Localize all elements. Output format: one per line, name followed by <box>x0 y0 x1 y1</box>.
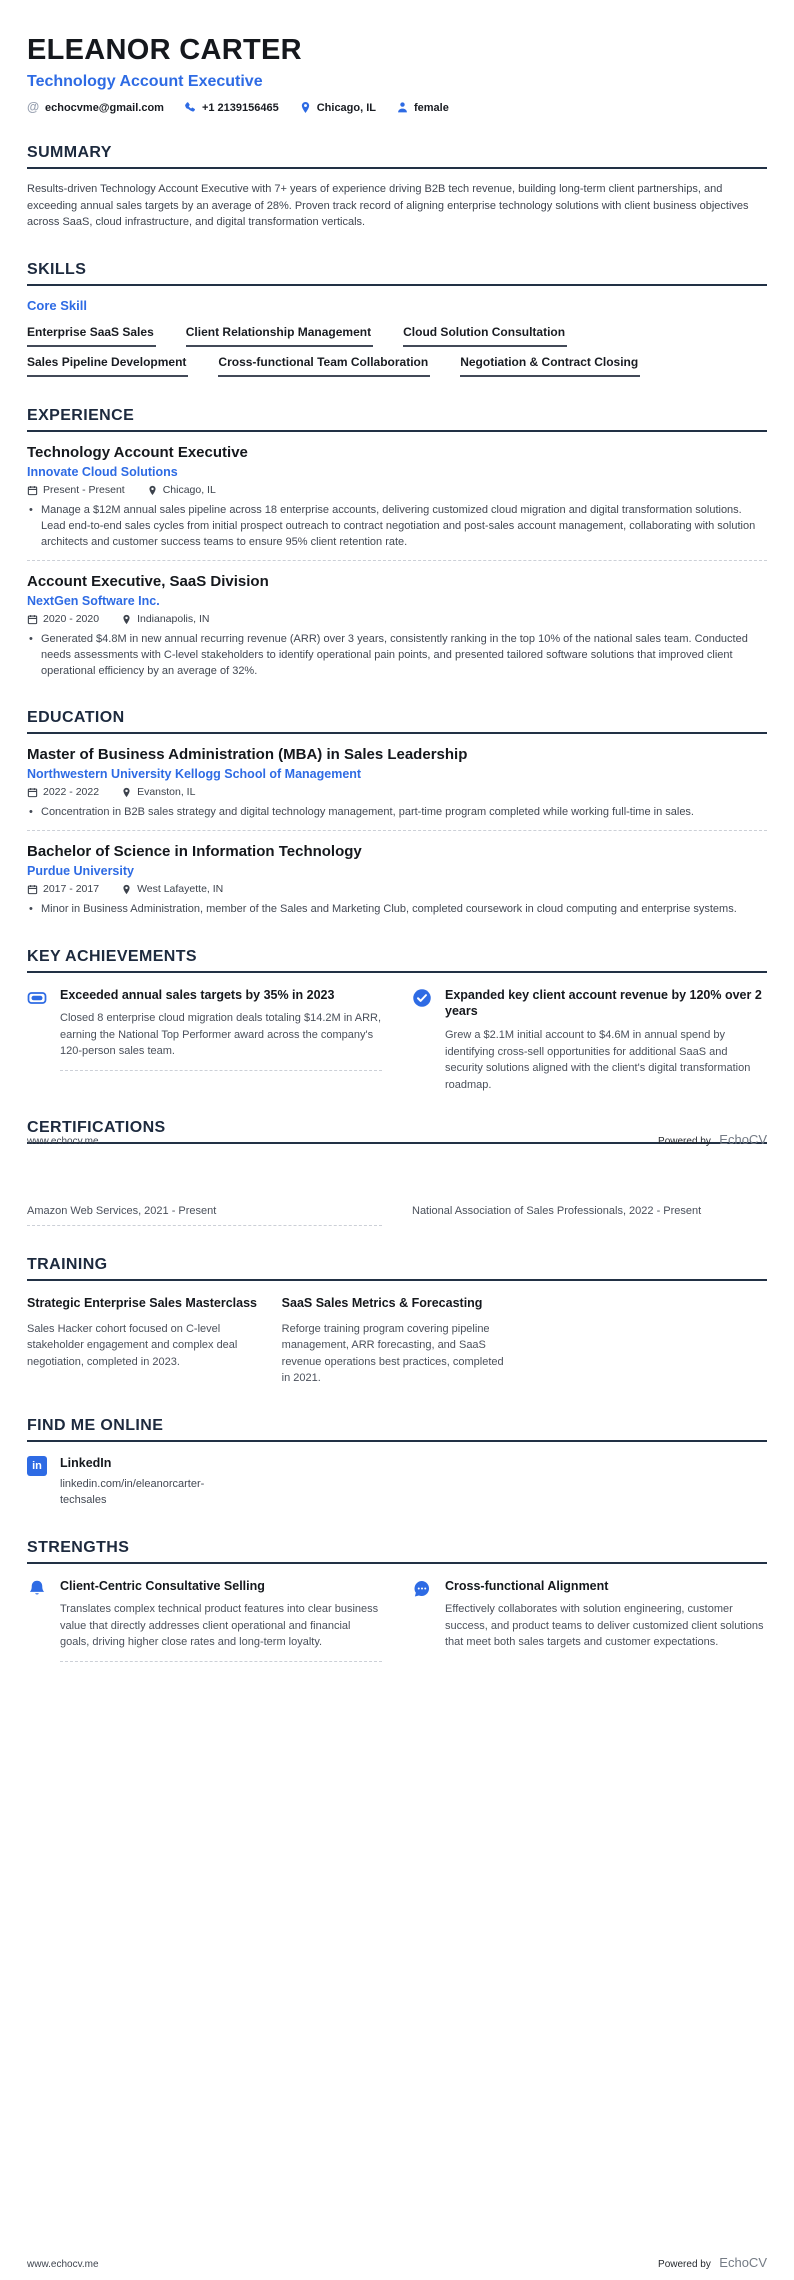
footer-brand: EchoCV <box>719 2255 767 2270</box>
job-location <box>147 484 216 496</box>
achievement-text: Grew a $2.1M initial account to $4.6M in annual spend by identifying cross-sell opportunities for additional SaaS and security solutions aligned with the client's digital transformation roadmap. <box>445 1029 751 1091</box>
job-dates <box>27 484 125 496</box>
section-education <box>27 709 767 917</box>
experience-entry <box>27 573 767 679</box>
online-profile-label: LinkedIn <box>60 1455 112 1470</box>
degree-meta <box>27 883 767 895</box>
education-entry <box>27 843 767 917</box>
degree-location-text: Evanston, IL <box>137 786 196 799</box>
achievement-text: Closed 8 enterprise cloud migration deals totaling $14.2M in ARR, earning the National Top Performer award across the company's 120-person sales team. <box>60 1012 382 1058</box>
strength-item <box>412 1578 767 1662</box>
skill-tag: Enterprise SaaS Sales <box>27 317 156 347</box>
training-heading: TRAINING <box>27 1256 767 1281</box>
entry-divider <box>27 830 767 831</box>
skill-tag: Negotiation & Contract Closing <box>460 347 640 377</box>
section-strengths <box>27 1539 767 1662</box>
summary-text: Results-driven Technology Account Executive with 7+ years of experience driving B2B tech revenue, building long-term client partnerships, and exceeding annual sales targets by an average of 28%. Proven track record of aligning enterprise technology solutions with client business objectives across SaaS, cloud infrastructure, and digital transformation verticals. <box>27 183 749 229</box>
section-summary <box>27 144 767 231</box>
footer-brand: EchoCV <box>719 1132 767 1147</box>
training-item <box>27 1295 258 1387</box>
achievement-item <box>412 987 767 1094</box>
resume-page-1 <box>0 34 794 1157</box>
location-pin-icon <box>147 485 158 496</box>
page-footer <box>27 1131 767 1149</box>
achievement-title: Exceeded annual sales targets by 35% in 2023 <box>60 987 335 1002</box>
contact-email-text: echocvme@gmail.com <box>45 101 164 114</box>
online-profile-item <box>27 1456 258 1509</box>
degree-school: Northwestern University Kellogg School of Management <box>27 767 362 782</box>
skills-tag-list <box>27 317 767 377</box>
job-location <box>121 613 209 625</box>
contact-location-text: Chicago, IL <box>316 101 376 114</box>
degree-title: Master of Business Administration (MBA) in Sales Leadership <box>27 746 468 764</box>
candidate-title: Technology Account Executive <box>27 73 263 90</box>
strengths-heading: STRENGTHS <box>27 1539 767 1564</box>
phone-icon <box>184 101 197 114</box>
job-title: Technology Account Executive <box>27 444 248 462</box>
job-title: Account Executive, SaaS Division <box>27 573 269 591</box>
section-experience <box>27 407 767 679</box>
job-company: Innovate Cloud Solutions <box>27 465 178 480</box>
footer-site-url: www.echocv.me <box>27 1136 99 1147</box>
job-company: NextGen Software Inc. <box>27 594 160 609</box>
degree-location <box>121 883 223 895</box>
contact-email <box>27 101 164 114</box>
person-icon <box>396 101 409 114</box>
experience-entry <box>27 444 767 561</box>
degree-dates <box>27 786 99 798</box>
degree-school: Purdue University <box>27 864 134 879</box>
strength-text: Effectively collaborates with solution engineering, customer success, and product teams to deliver customized client solutions that meet both sales targets and customer expectations. <box>445 1603 764 1649</box>
degree-dates-text: 2022 - 2022 <box>43 786 100 799</box>
footer-site-url: www.echocv.me <box>27 2259 99 2270</box>
calendar-icon <box>27 485 38 496</box>
achievement-item <box>27 987 382 1094</box>
achievements-heading: KEY ACHIEVEMENTS <box>27 948 767 973</box>
contact-phone-text: +1 2139156465 <box>201 101 279 114</box>
strength-item <box>27 1578 382 1662</box>
certification-issuers-row <box>27 1205 767 1226</box>
check-circle-icon <box>412 988 432 1008</box>
skill-tag: Sales Pipeline Development <box>27 347 188 377</box>
strength-title: Cross-functional Alignment <box>445 1578 609 1593</box>
footer-powered-by: Powered by <box>658 1136 711 1147</box>
certification-issuer: Amazon Web Services, 2021 - Present <box>27 1205 217 1217</box>
job-dates <box>27 613 99 625</box>
contact-gender <box>396 101 449 114</box>
training-title: Strategic Enterprise Sales Masterclass <box>27 1296 257 1310</box>
section-skills <box>27 261 767 377</box>
job-location-text: Chicago, IL <box>162 484 216 497</box>
location-pin-icon <box>299 101 312 114</box>
degree-dates-text: 2017 - 2017 <box>43 883 100 896</box>
entry-divider <box>60 1661 382 1662</box>
summary-heading: SUMMARY <box>27 144 767 169</box>
linkedin-icon: in <box>27 1456 47 1476</box>
degree-bullet: • Concentration in B2B sales strategy and digital technology management, part-time program completed while working full-time in sales. <box>27 804 767 820</box>
job-dates-text: 2020 - 2020 <box>43 613 100 626</box>
candidate-name: ELEANOR CARTER <box>27 34 302 66</box>
job-dates-text: Present - Present <box>43 484 125 497</box>
skill-tag: Cross-functional Team Collaboration <box>218 347 430 377</box>
online-heading: FIND ME ONLINE <box>27 1417 767 1442</box>
degree-location-text: West Lafayette, IN <box>137 883 224 896</box>
entry-divider <box>27 560 767 561</box>
skills-heading: SKILLS <box>27 261 767 286</box>
contact-row <box>27 101 767 114</box>
location-pin-icon <box>121 614 132 625</box>
bell-icon <box>27 1579 47 1599</box>
training-text: Sales Hacker cohort focused on C-level stakeholder engagement and complex deal negotiation, completed in 2023. <box>27 1322 238 1368</box>
degree-bullet: • Minor in Business Administration, member of the Sales and Marketing Club, completed coursework in cloud computing and enterprise systems. <box>27 901 767 917</box>
contact-gender-text: female <box>414 101 449 114</box>
job-bullet: • Generated $4.8M in new annual recurring revenue (ARR) over 3 years, consistently ranking in the top 10% of the national sales team. Conducted needs assessments with C-level stakeholders to identify operational pain points, and presented tailored software solutions that improved client operational efficiency by an average of 32%. <box>27 631 767 679</box>
email-at-icon: @ <box>27 100 40 114</box>
contact-phone <box>184 101 279 114</box>
entry-divider <box>27 1225 382 1226</box>
training-item <box>282 1295 513 1387</box>
location-pin-icon <box>121 884 132 895</box>
calendar-icon <box>27 884 38 895</box>
skills-group-label: Core Skill <box>27 298 87 314</box>
job-bullet: • Manage a $12M annual sales pipeline across 18 enterprise accounts, delivering customized cloud migration and digital transformation solutions. Lead end-to-end sales cycles from initial prospect outreach to contract negotiation and post-sales account management, collaborating with solution architects and customer success teams to ensure 95% client retention rate. <box>27 502 767 550</box>
presentation-card-icon <box>27 988 47 1008</box>
degree-location <box>121 786 195 798</box>
resume-page-2 <box>0 1157 794 2280</box>
online-profile-url[interactable]: linkedin.com/in/eleanorcarter-techsales <box>60 1477 205 1506</box>
degree-dates <box>27 883 99 895</box>
certifications-heading: CERTIFICATIONS <box>27 1119 767 1144</box>
calendar-icon <box>27 614 38 625</box>
skill-tag: Cloud Solution Consultation <box>403 317 567 347</box>
training-text: Reforge training program covering pipeline management, ARR forecasting, and SaaS revenue operations best practices, completed in 2021. <box>281 1322 504 1384</box>
training-title: SaaS Sales Metrics & Forecasting <box>281 1296 483 1310</box>
calendar-icon <box>27 787 38 798</box>
job-meta <box>27 484 767 496</box>
section-training <box>27 1256 767 1387</box>
section-find-me-online <box>27 1417 767 1509</box>
job-meta <box>27 613 767 625</box>
contact-location <box>299 101 376 114</box>
education-entry <box>27 746 767 831</box>
degree-meta <box>27 786 767 798</box>
certification-issuer: National Association of Sales Professionals, 2022 - Present <box>412 1205 702 1217</box>
skill-tag: Client Relationship Management <box>186 317 373 347</box>
job-location-text: Indianapolis, IN <box>137 613 210 626</box>
page-footer <box>27 2254 767 2272</box>
experience-heading: EXPERIENCE <box>27 407 767 432</box>
location-pin-icon <box>121 787 132 798</box>
entry-divider <box>60 1070 382 1071</box>
chat-bubble-icon <box>412 1579 432 1599</box>
achievement-title: Expanded key client account revenue by 120% over 2 years <box>445 987 762 1019</box>
education-heading: EDUCATION <box>27 709 767 734</box>
strength-text: Translates complex technical product features into clear business value that directly addresses client operational and financial goals, driving higher close rates and long-term loyalty. <box>60 1603 379 1649</box>
strength-title: Client-Centric Consultative Selling <box>60 1578 265 1593</box>
section-achievements <box>27 948 767 1094</box>
degree-title: Bachelor of Science in Information Technology <box>27 843 362 861</box>
footer-powered-by: Powered by <box>658 2259 711 2270</box>
